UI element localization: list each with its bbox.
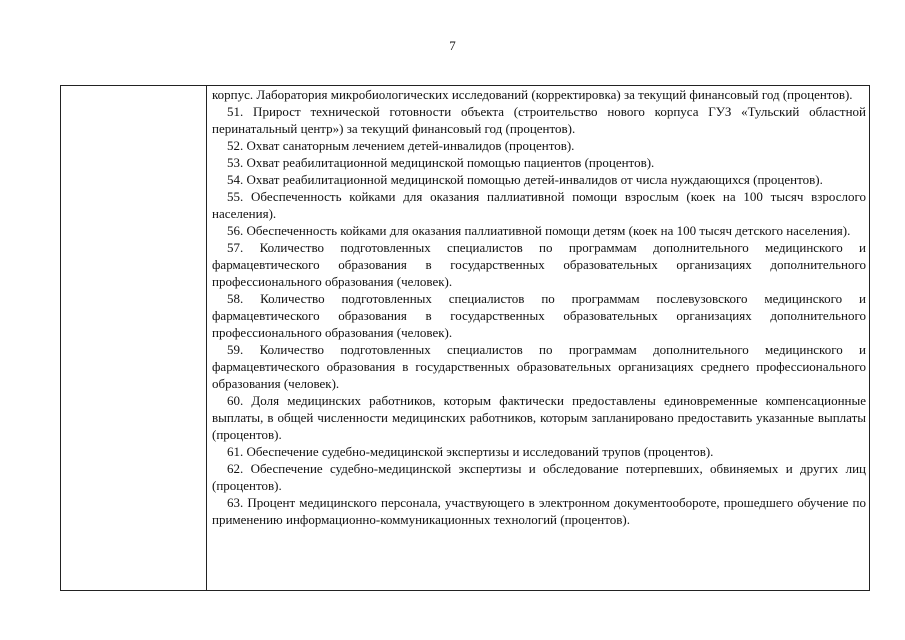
- paragraph-item-57: 57. Количество подготовленных специалистов по программам дополнительного медицинского и фармацевтического образования в государственных образовательных организациях дополнительного профессионального образования (человек).: [212, 240, 866, 289]
- paragraph-item-58: 58. Количество подготовленных специалистов по программам послевузовского медицинского и фармацевтического образования в государственных образовательных организациях дополнительного профессионального образования (человек).: [212, 291, 866, 340]
- page-number: 7: [449, 38, 456, 53]
- paragraph-continuation: корпус. Лаборатория микробиологических исследований (корректировка) за текущий финансовый год (процентов).: [212, 87, 853, 102]
- paragraph-item-53: 53. Охват реабилитационной медицинской помощью пациентов (процентов).: [227, 155, 655, 170]
- document-table: [60, 85, 870, 591]
- paragraph-item-63: 63. Процент медицинского персонала, участвующего в электронном документообороте, прошедшего обучение по применению информационно-коммуникационных технологий (процентов).: [212, 495, 866, 527]
- table-right-cell: [207, 86, 869, 590]
- paragraph-item-60: 60. Доля медицинских работников, которым фактически предоставлены единовременные компенсационные выплаты, в общей численности медицинских работников, которым запланировано предоставить указанные выплаты (процентов).: [212, 393, 866, 442]
- paragraph-item-61: 61. Обеспечение судебно-медицинской экспертизы и исследований трупов (процентов).: [227, 444, 714, 459]
- table-left-cell: [61, 86, 207, 590]
- paragraph-item-62: 62. Обеспечение судебно-медицинской экспертизы и обследование потерпевших, обвиняемых и других лиц (процентов).: [212, 461, 866, 493]
- paragraph-item-59: 59. Количество подготовленных специалистов по программам дополнительного медицинского и фармацевтического образования в государственных образовательных организациях среднего профессионального образования (человек).: [212, 342, 866, 391]
- paragraph-item-51: 51. Прирост технической готовности объекта (строительство нового корпуса ГУЗ «Тульский областной перинатальный центр») за текущий финансовый год (процентов).: [212, 104, 866, 136]
- paragraph-item-56: 56. Обеспеченность койками для оказания паллиативной помощи детям (коек на 100 тысяч детского населения).: [227, 223, 851, 238]
- paragraph-item-54: 54. Охват реабилитационной медицинской помощью детей-инвалидов от числа нуждающихся (процентов).: [227, 172, 823, 187]
- paragraph-item-55: 55. Обеспеченность койками для оказания паллиативной помощи взрослым (коек на 100 тысяч взрослого населения).: [212, 189, 866, 221]
- paragraph-item-52: 52. Охват санаторным лечением детей-инвалидов (процентов).: [227, 138, 575, 153]
